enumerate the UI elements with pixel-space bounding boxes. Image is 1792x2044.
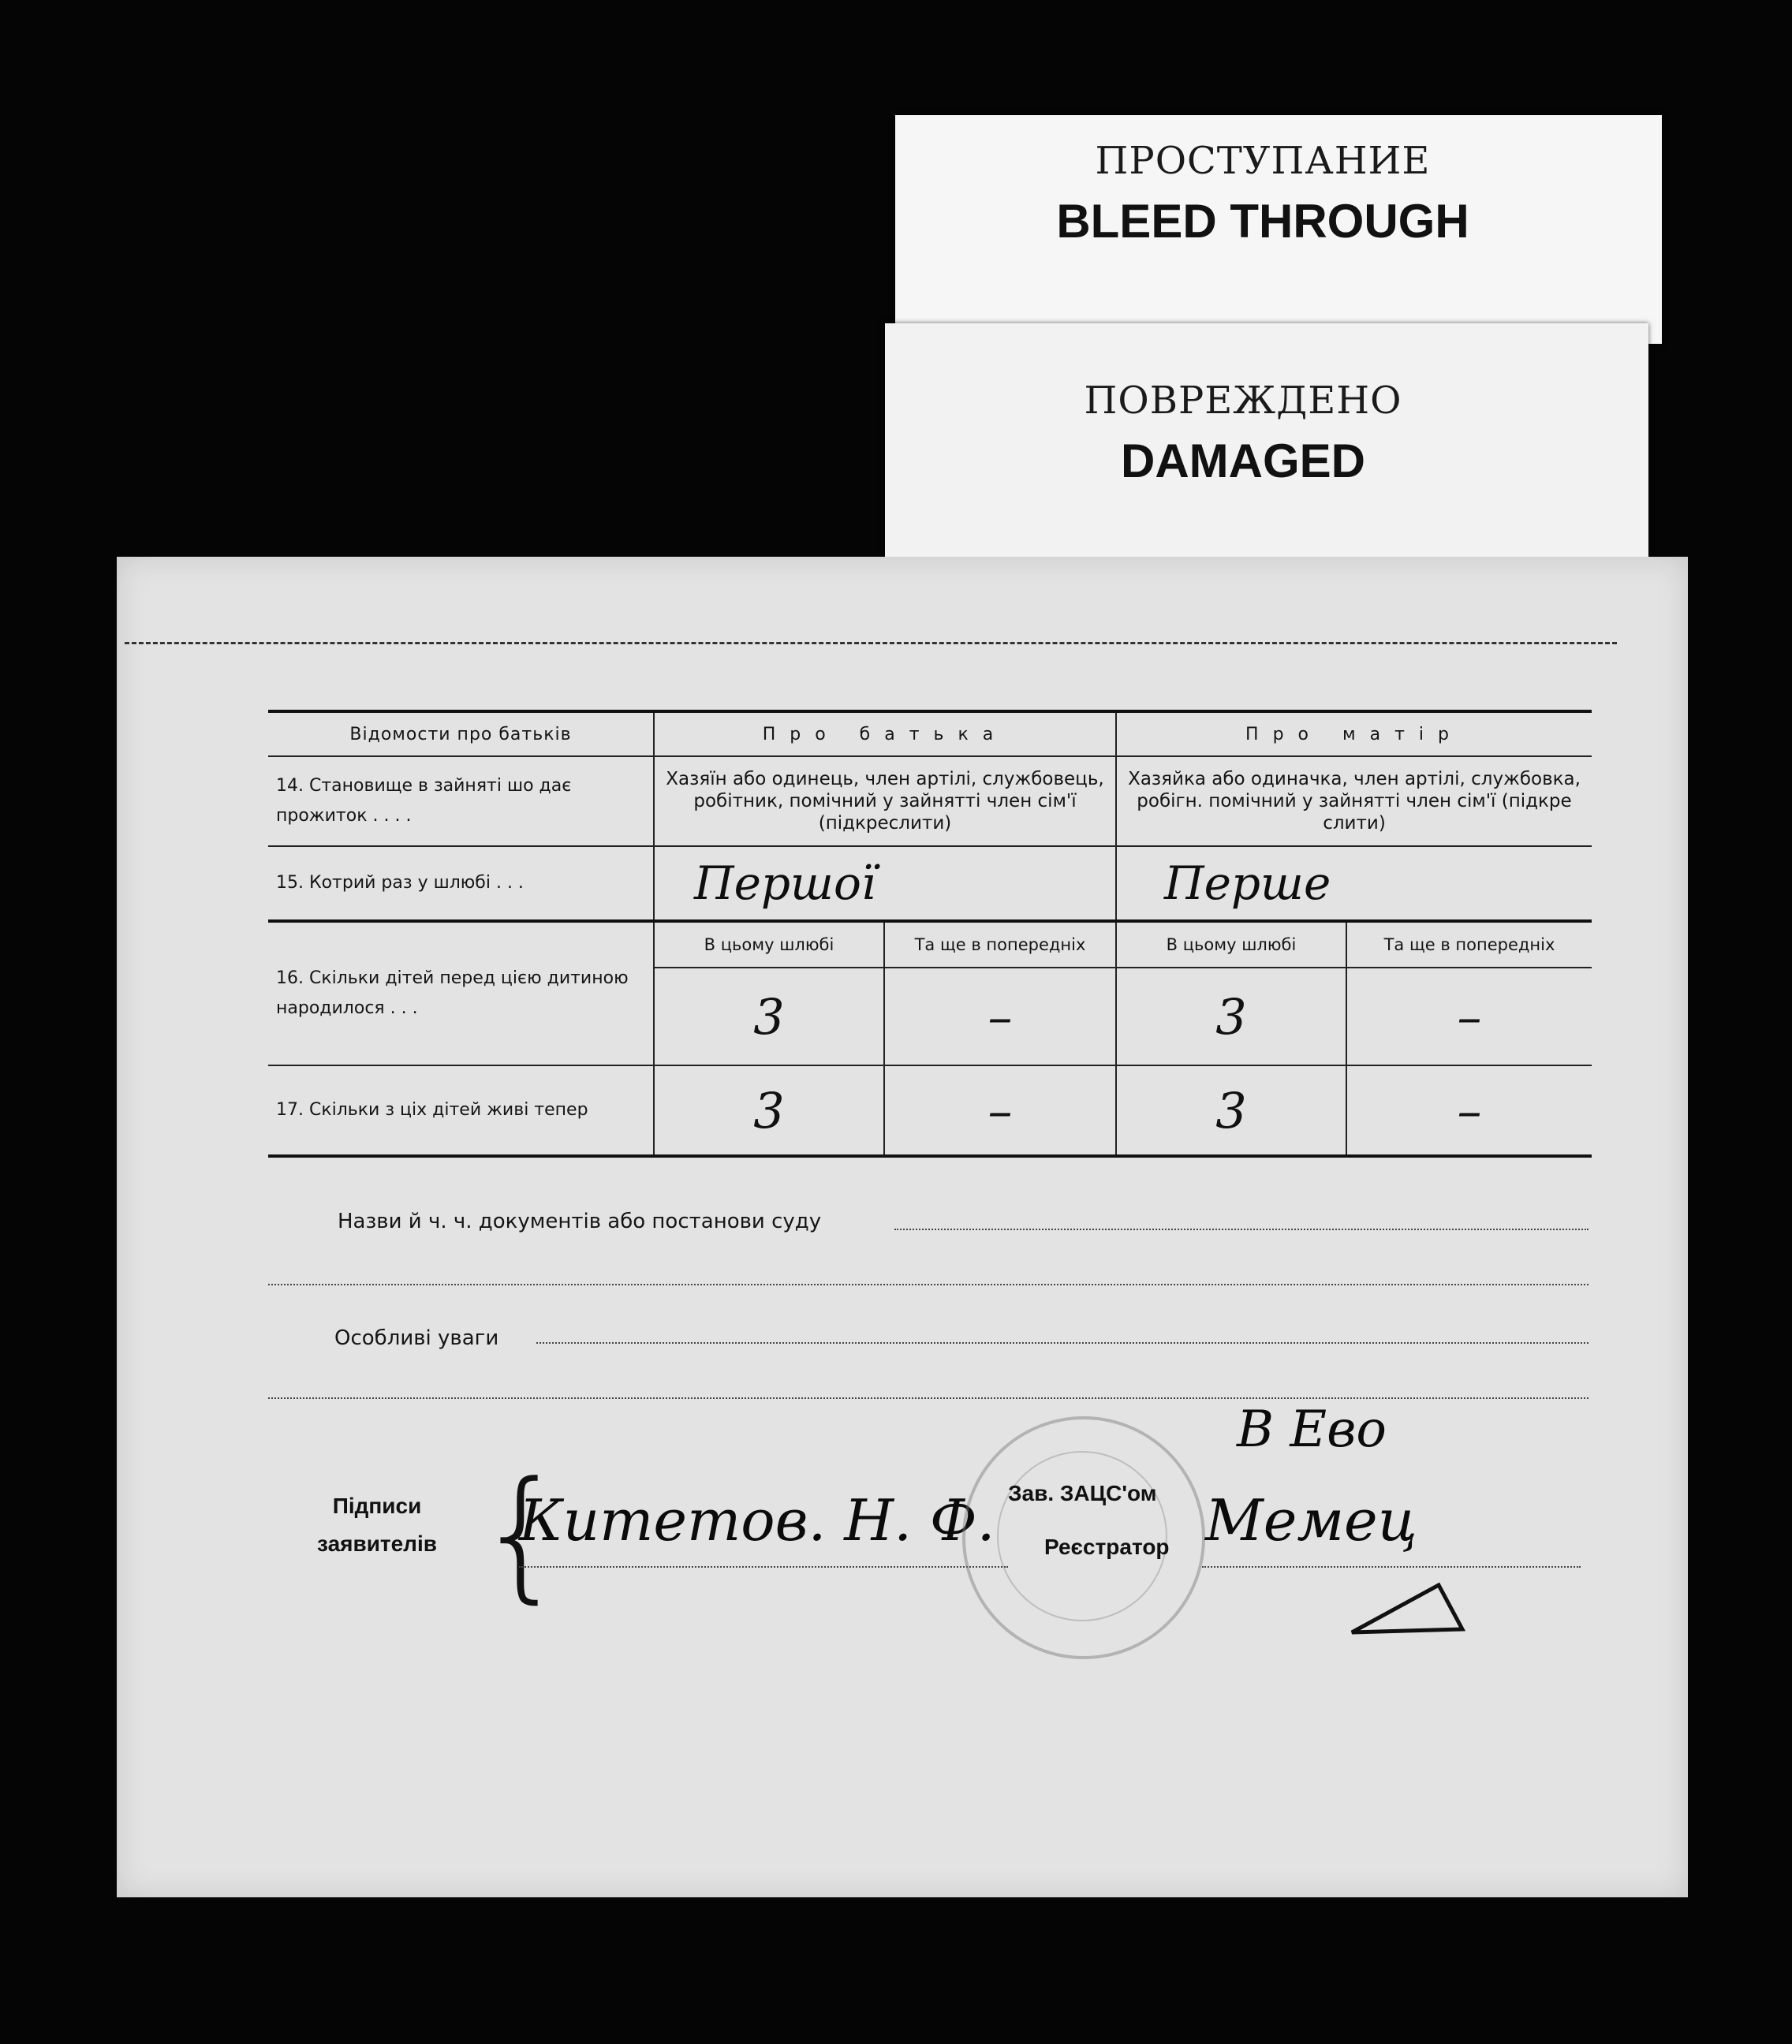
mother-alive-prev: –: [1346, 1065, 1592, 1156]
mother-children-this: 3: [1116, 968, 1346, 1065]
mother-occupation: Хазяйка або одиначка, член артілі, службовка, робігн. помічний у зайнятті член сім'ї (підкре слити): [1116, 756, 1592, 846]
question-14: 14. Становище в зайняті шо дає прожиток . . . .: [268, 756, 654, 846]
applicant-signature-line: [519, 1566, 1008, 1568]
head-zags-label: Зав. ЗАЦС'ом: [1008, 1481, 1157, 1505]
father-children-prev: –: [884, 968, 1116, 1065]
question-17: 17. Скільки з ціх дітей живі тепер: [268, 1065, 654, 1156]
table-header-row: [268, 711, 1592, 756]
damaged-en-label: DAMAGED: [1121, 435, 1365, 487]
subheader-mother-this: В цьому шлюбі: [1116, 921, 1346, 968]
perforation-line: [125, 642, 1617, 644]
registrar-signature: Мемец: [1205, 1487, 1417, 1554]
registrar-flourish-icon: [1344, 1554, 1470, 1640]
bleed-through-card: [895, 115, 1662, 344]
question-15: 15. Котрий раз у шлюбі . . .: [268, 846, 654, 921]
documents-dotted-line-2: [268, 1284, 1589, 1285]
father-alive-this: 3: [654, 1065, 884, 1156]
parents-info-table: [268, 710, 1592, 1158]
form-sheet: [117, 557, 1688, 1897]
header-father: Про батька: [654, 711, 1116, 756]
header-parents-info: Відомости про батьків: [268, 711, 654, 756]
bleed-through-ru-label: ПРОСТУПАНИЕ: [1095, 139, 1431, 183]
damaged-ru-label: ПОВРЕЖДЕНО: [1084, 379, 1402, 423]
applicant-signature: Китетов. Н. Ф.: [519, 1487, 995, 1554]
documents-label: Назви й ч. ч. документів або постанови суду: [338, 1210, 822, 1233]
bracket-icon: {: [476, 1452, 567, 1617]
remarks-dotted-line-2: [268, 1397, 1589, 1399]
question-16: 16. Скільки дітей перед цією дитиною народилося . . .: [268, 921, 654, 1065]
subheader-father-prev: Та ще в попередніх: [884, 921, 1116, 968]
table-subheader-row: [268, 921, 1592, 968]
remarks-label: Особливі уваги: [334, 1326, 499, 1350]
father-occupation: Хазяїн або одинець, член артілі, службовець, робітник, помічний у зайнятті член сім'ї (підкреслити): [654, 756, 1116, 846]
father-children-this: 3: [654, 968, 884, 1065]
mother-children-prev: –: [1346, 968, 1592, 1065]
table-row-17: [268, 1065, 1592, 1156]
documents-dotted-line: [894, 1229, 1589, 1230]
father-marriage-count: Першої: [654, 846, 1116, 921]
mother-marriage-count: Перше: [1116, 846, 1592, 921]
father-alive-prev: –: [884, 1065, 1116, 1156]
header-mother: Про матір: [1116, 711, 1592, 756]
bleed-through-en-label: BLEED THROUGH: [1056, 195, 1469, 248]
applicants-signature-label: Підписи заявителів: [317, 1494, 437, 1556]
table-row-15: [268, 846, 1592, 921]
registrar-label: Реєстратор: [1044, 1535, 1170, 1559]
table-row-14: [268, 756, 1592, 846]
mother-alive-this: 3: [1116, 1065, 1346, 1156]
subheader-father-this: В цьому шлюбі: [654, 921, 884, 968]
subheader-mother-prev: Та ще в попередніх: [1346, 921, 1592, 968]
damaged-card: [885, 323, 1648, 560]
head-zags-signature: В Ево: [1237, 1401, 1387, 1459]
remarks-dotted-line: [536, 1342, 1589, 1344]
